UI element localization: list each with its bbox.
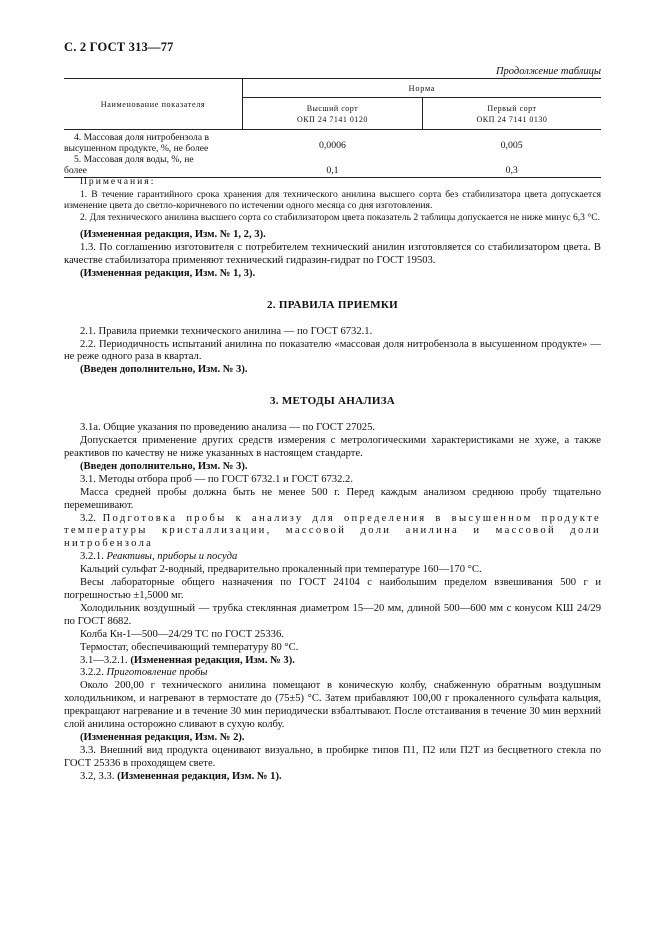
- grade-2-code: ОКП 24 7141 0130: [476, 114, 548, 124]
- row-name-line: высушенном продукте, %, не более: [64, 143, 209, 154]
- edit-note: (Измененная редакция, Изм. № 1, 2, 3).: [80, 229, 266, 241]
- row-value-grade-2: 0,3: [422, 154, 601, 178]
- item-flask: Колба Кн-1—500—24/29 ТС по ГОСТ 25336.: [80, 628, 284, 640]
- paragraph-2-1: 2.1. Правила приемки технического анилина — по ГОСТ 6732.1.: [80, 325, 373, 337]
- item-scales: Весы лабораторные общего назначения по ГОСТ 24104 с наибольшим пределом взвешивания 500 г и погрешностью ±1,5000 мг.: [64, 577, 601, 601]
- row-name: [64, 130, 243, 155]
- row-name: [64, 154, 243, 178]
- row-value-grade-1: 0,0006: [318, 139, 346, 151]
- page-header: С. 2 ГОСТ 313—77: [64, 40, 174, 54]
- row-name-line: 4. Массовая доля нитробензола в: [74, 132, 210, 143]
- edit-note: (Измененная редакция, Изм. № 3).: [130, 654, 295, 666]
- paragraph-3-1: 3.1. Методы отбора проб — по ГОСТ 6732.1 и ГОСТ 6732.2.: [80, 473, 353, 485]
- section-3-title: 3. МЕТОДЫ АНАЛИЗА: [269, 395, 396, 408]
- edit-note: (Измененная редакция, Изм. № 1, 3).: [80, 267, 256, 279]
- intro-note: (Введен дополнительно, Изм. № 3).: [80, 460, 248, 472]
- grade-1-name: Высший сорт: [306, 103, 359, 113]
- row-value-grade-2: 0,005: [500, 139, 523, 151]
- row-name-line: 5. Массовая доля воды, %, не: [74, 154, 194, 165]
- clause-number: 3.1—3.2.1.: [80, 654, 128, 666]
- row-name-line: более: [64, 165, 87, 176]
- column-header-norm: Норма: [243, 79, 602, 98]
- clause-title: Приготовление пробы: [106, 667, 208, 679]
- grade-1-code: ОКП 24 7141 0120: [296, 114, 368, 124]
- clause-number: 3.2, 3.3.: [80, 770, 115, 782]
- table-continuation-label: Продолжение таблицы: [495, 66, 601, 77]
- norm-table: [64, 78, 601, 178]
- clause-number: 3.2.1.: [80, 551, 104, 563]
- paragraph-3-1a-b: Допускается применение других средств измерения с метрологическими характеристиками не хуже, а также реактивов по качеству не ниже указанных в настоящем стандарте.: [64, 435, 601, 459]
- row-value-grade-1: 0,1: [243, 154, 423, 178]
- column-header-grade-2: [422, 98, 601, 130]
- edit-note: (Измененная редакция, Изм. № 1).: [117, 770, 282, 782]
- paragraph-3-2-2-text: Около 200,00 г технического анилина помещают в коническую колбу, снабженную обратным воздушным холодильником, и нагревают в термостате до (75±5) °С. Затем прибавляют 100,00 г прокаленного сульфата кальция, прекращают нагревание и в течение 30 мин периодически взбалтывают. После отстаивания в течение 30 мин верхний слой анилина осторожно сливают в сухую колбу.: [64, 680, 601, 731]
- column-header-name: Наименование показателя: [64, 79, 243, 130]
- document-body: [64, 176, 601, 784]
- paragraph-3-1a: 3.1а. Общие указания по проведению анализа — по ГОСТ 27025.: [80, 422, 376, 434]
- column-header-grade-1: [243, 98, 423, 130]
- edit-note: (Измененная редакция, Изм. № 2).: [80, 731, 245, 743]
- paragraph-3-2-3-3: [64, 771, 601, 784]
- table-row: [64, 154, 601, 178]
- note-2: 2. Для технического анилина высшего сорта со стабилизатором цвета показатель 2 таблицы допускается не ниже минус 6,3 °С.: [80, 211, 600, 223]
- paragraph-3-2-1: [64, 551, 601, 564]
- clause-number: 3.2.: [80, 512, 96, 524]
- clause-title: Подготовка пробы к анализу для определения в высушенном продукте температуры кристаллизации, массовой доли анилина и массовой доли нитробензола: [64, 512, 602, 550]
- item-calcium-sulfate: Кальций сульфат 2-водный, предварительно прокаленный при температуре 160—170 °С.: [80, 564, 482, 576]
- item-air-cooler: Холодильник воздушный — трубка стеклянная диаметром 15—20 мм, длиной 500—600 мм с конусом КШ 24/29 по ГОСТ 8682.: [64, 602, 601, 627]
- section-2-title: 2. ПРАВИЛА ПРИЕМКИ: [266, 298, 399, 311]
- note-1: 1. В течение гарантийного срока хранения для технического анилина высшего сорта без стабилизатора цвета допускается изменение цвета до светло-коричневого по истечении одного месяца со дня изготовления.: [64, 188, 601, 212]
- paragraph-3-1-b: Масса средней пробы должна быть не менее 500 г. Перед каждым анализом среднюю пробу тщательно перемешивают.: [64, 486, 601, 511]
- clause-title: Реактивы, приборы и посуда: [106, 551, 238, 563]
- paragraph-2-2: 2.2. Периодичность испытаний анилина по показателю «массовая доля нитробензола в высушенном продукте» — не реже одного раза в квартал.: [64, 338, 601, 363]
- item-thermostat: Термостат, обеспечивающий температуру 80 °С.: [80, 641, 299, 653]
- clause-number: 3.2.2.: [80, 667, 104, 679]
- paragraph-3-2: [64, 513, 601, 552]
- paragraph-3-2-2: [64, 667, 601, 680]
- grade-2-name: Первый сорт: [487, 103, 537, 113]
- intro-note: (Введен дополнительно, Изм. № 3).: [80, 364, 248, 376]
- paragraph-3-1-3-2-1: [64, 655, 601, 668]
- notes-title: Примечания:: [80, 176, 156, 187]
- table-row: [64, 130, 601, 155]
- paragraph-1-3: 1.3. По соглашению изготовителя с потребителем технический анилин изготовляется со стабилизатором цвета. В качестве стабилизатора применяют технический гидразин-гидрат по ГОСТ 19503.: [64, 242, 601, 266]
- paragraph-3-3: 3.3. Внешний вид продукта оценивают визуально, в пробирке типов П1, П2 или П2Т из бесцветного стекла по ГОСТ 25336 в проходящем свете.: [64, 744, 601, 769]
